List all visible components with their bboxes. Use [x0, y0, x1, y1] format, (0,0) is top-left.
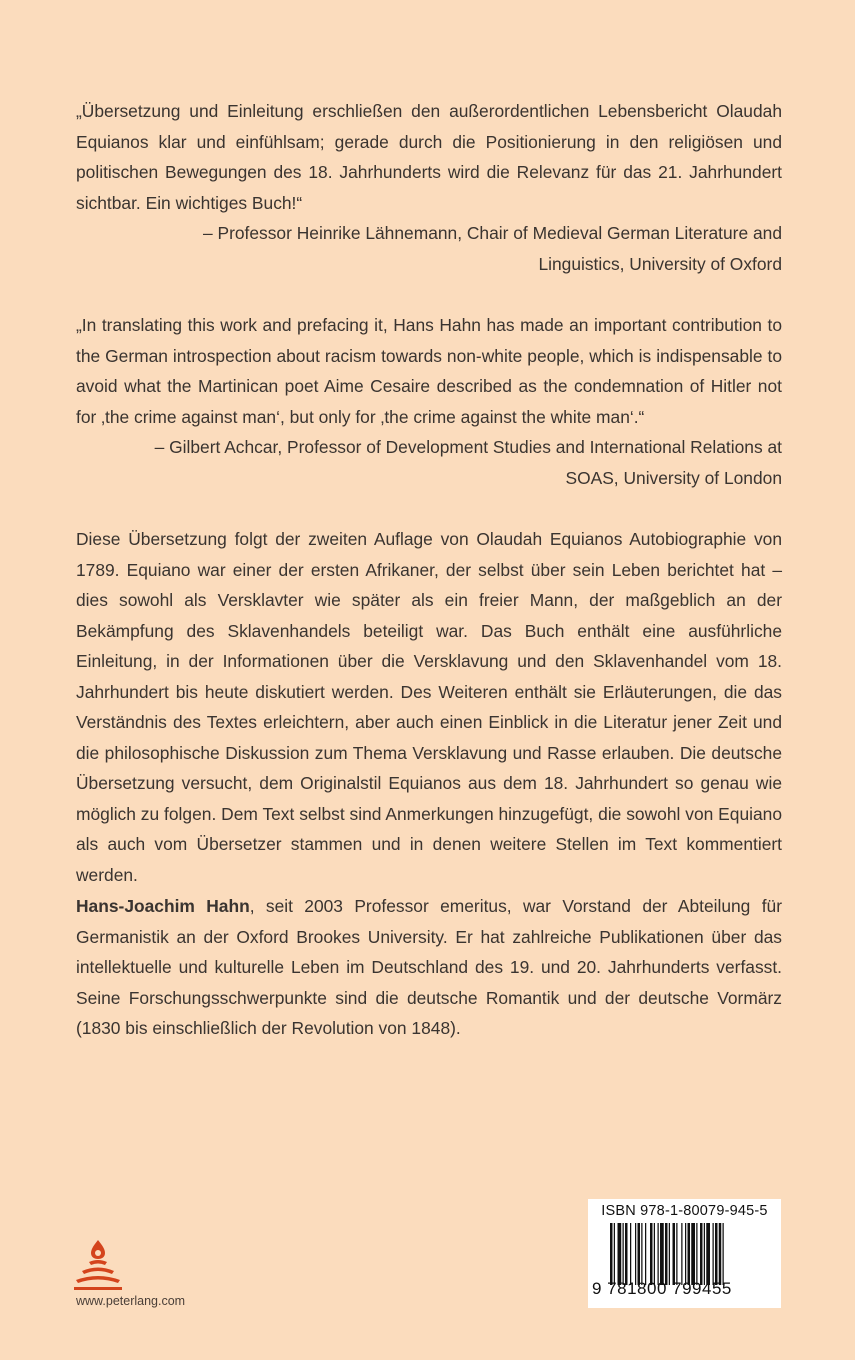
quote-1-attribution: [76, 218, 782, 279]
isbn-digits: 9 781800 799455: [592, 1279, 732, 1298]
author-name: Hans-Joachim Hahn: [76, 896, 250, 916]
quote-1-attribution-line-2: Linguistics, University of Oxford: [538, 253, 782, 274]
quote-1-attribution-line-1: – Professor Heinrike Lähnemann, Chair of Medieval German Literature and: [202, 223, 782, 243]
isbn-barcode: [588, 1199, 781, 1308]
quote-2-text: „In translating this work and prefacing it, Hans Hahn has made an important contribution to the German introspection about racism towards non-white people, which is indispensable to avoid what the Martinican poet Aime Cesaire described as the condemnation of Hitler not for ‚the crime against man‘, but only for ‚the crime against the white man‘.“: [76, 315, 782, 427]
publisher-url[interactable]: www.peterlang.com: [76, 1294, 186, 1308]
author-bio-text: , seit 2003 Professor emeritus, war Vorstand der Abteilung für Germanistik an der Oxford Brookes University. Er hat zahlreiche Publikationen über das intellektuelle und kulturelle Leben im Deutschland des 19. und 20. Jahrhunderts verfasst. Seine Forschungsschwerpunkte sind die deutsche Romantik und der deutsche Vormärz (1830 bis einschließlich der Revolution von 1848).: [76, 896, 782, 1038]
book-description: Diese Übersetzung folgt der zweiten Auflage von Olaudah Equianos Autobiographie von 1789. Equiano war einer der ersten Afrikaner, der selbst über sein Leben berichtet hat – dies sowohl als Versklavter wie später als ein freier Mann, der maßgeblich an der Bekämpfung des Sklavenhandels beteiligt war. Das Buch enthält eine ausführliche Einleitung, in der Informationen über die Versklavung und den Sklavenhandel vom 18. Jahrhundert bis heute diskutiert werden. Des Weiteren enthält sie Erläuterungen, die das Verständnis des Textes erleichtern, aber auch einen Einblick in die Literatur jener Zeit und die philosophische Diskussion zum Thema Versklavung und Rasse erlauben. Die deutsche Übersetzung versucht, dem Originalstil Equianos aus dem 18. Jahrhundert so genau wie möglich zu folgen. Dem Text selbst sind Anmerkungen hinzugefügt, die sowohl von Equiano als auch vom Übersetzer stammen und in denen weitere Stellen im Text kommentiert werden.: [76, 529, 782, 885]
peter-lang-logo-icon: [72, 1238, 124, 1294]
quote-2-attribution-line-1: – Gilbert Achcar, Professor of Development Studies and International Relations at: [154, 437, 782, 457]
author-bio: [76, 891, 782, 1044]
quote-2-attribution: [76, 432, 782, 493]
quote-1-text: „Übersetzung und Einleitung erschließen den außerordentlichen Lebensbericht Olaudah Equianos klar und einfühlsam; gerade durch die Positionierung in den religiösen und politischen Bewegungen des 18. Jahrhunderts wird die Relevanz für das 21. Jahrhundert sichtbar. Ein wichtiges Buch!“: [76, 101, 782, 213]
isbn-label: ISBN 978-1-80079-945-5: [601, 1203, 768, 1219]
barcode-bars: [610, 1223, 772, 1285]
quote-2-attribution-line-2: SOAS, University of London: [565, 467, 782, 488]
